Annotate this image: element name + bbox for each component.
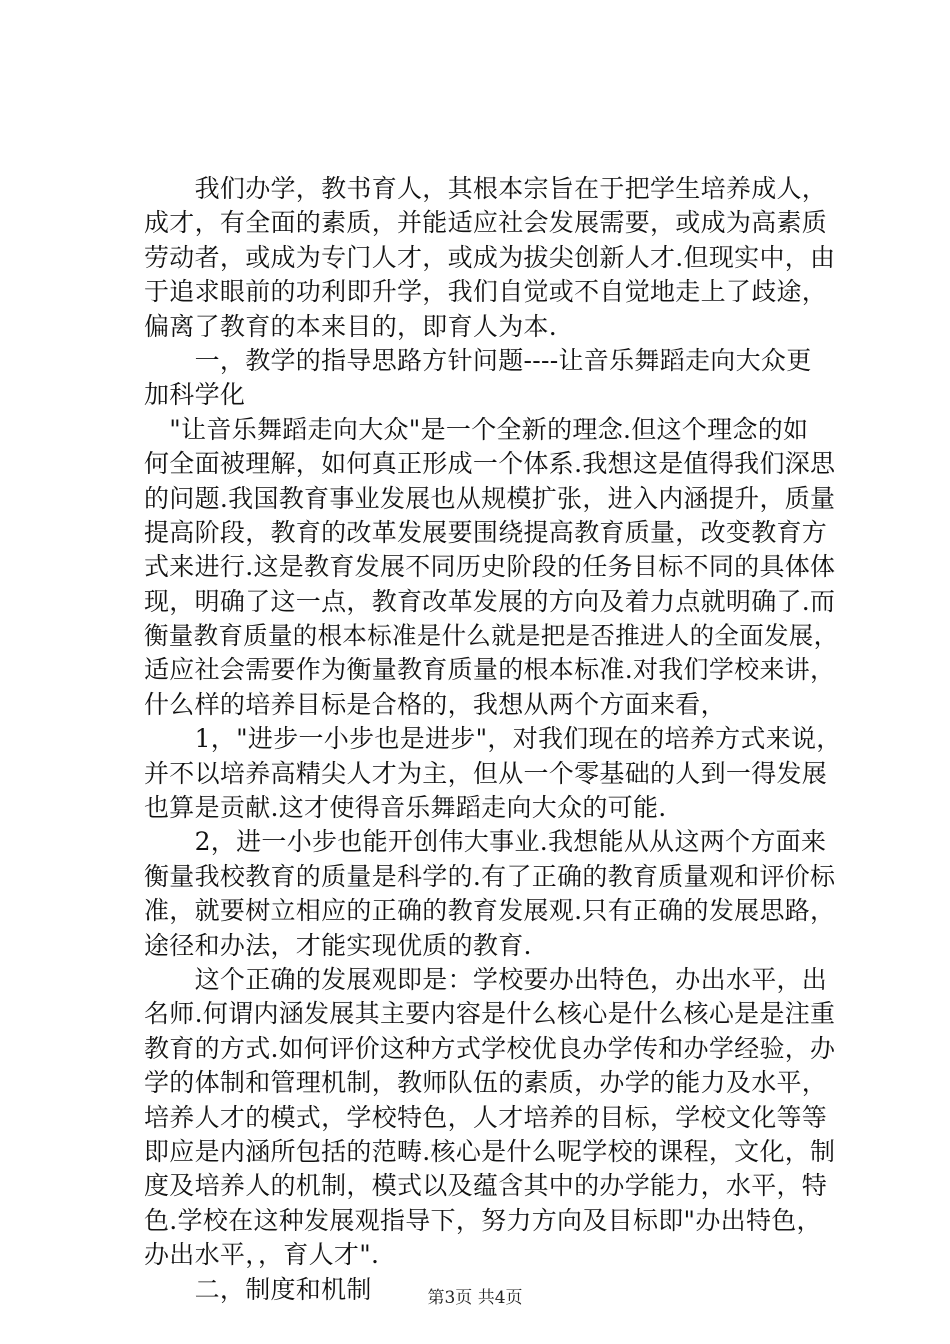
- document-body: [144, 172, 844, 1307]
- text-line: 二，制度和机制: [144, 1274, 372, 1304]
- text-line: 衡量教育质量的根本标准是什么就是把是否推进人的全面发展，: [144, 621, 839, 651]
- text-line: 于追求眼前的功利即升学，我们自觉或不自觉地走上了歧途，: [144, 277, 828, 307]
- text-line: 衡量我校教育的质量是科学的.有了正确的教育质量观和评价标: [144, 861, 836, 891]
- text-line: 偏离了教育的本来目的，即育人为本.: [144, 311, 558, 341]
- text-line: 并不以培养高精尖人才为主，但从一个零基础的人到一得发展: [144, 758, 828, 788]
- text-line: 现，明确了这一点，教育改革发展的方向及着力点就明确了.而: [144, 586, 836, 616]
- text-line: 培养人才的模式，学校特色，人才培养的目标，学校文化等等: [144, 1102, 828, 1132]
- text-line: 提高阶段，教育的改革发展要围绕提高教育质量，改变教育方: [144, 517, 828, 547]
- text-line: 的问题.我国教育事业发展也从规模扩张，进入内涵提升，质量: [144, 483, 836, 513]
- text-line: 色.学校在这种发展观指导下，努力方向及目标即"办出特色，: [144, 1205, 822, 1235]
- page-footer: [0, 1283, 950, 1308]
- text-line: 成才，有全面的素质，并能适应社会发展需要，或成为高素质: [144, 208, 828, 238]
- text-line: 名师.何谓内涵发展其主要内容是什么核心是什么核心是是注重: [144, 999, 836, 1029]
- text-line: 办出水平，，育人才".: [144, 1240, 380, 1270]
- text-line: 途径和办法，才能实现优质的教育.: [144, 930, 532, 960]
- text-line: 准，就要树立相应的正确的教育发展观.只有正确的发展思路，: [144, 896, 836, 926]
- page-number-label: 第3页 共4页: [427, 1288, 523, 1308]
- text-line: 这个正确的发展观即是：学校要办出特色，办出水平，出: [144, 964, 828, 994]
- text-line: 即应是内涵所包括的范畴.核心是什么呢学校的课程，文化，制: [144, 1136, 836, 1166]
- text-line: 1，"进步一小步也是进步"，对我们现在的培养方式来说，: [144, 724, 842, 754]
- text-line: 教育的方式.如何评价这种方式学校优良办学传和办学经验，办: [144, 1033, 836, 1063]
- text-line: 我们办学，教书育人，其根本宗旨在于把学生培养成人，: [144, 174, 828, 203]
- text-line: 2，进一小步也能开创伟大事业.我想能从从这两个方面来: [144, 827, 827, 857]
- text-line: 什么样的培养目标是合格的，我想从两个方面来看，: [144, 689, 726, 719]
- text-line: "让音乐舞蹈走向大众"是一个全新的理念.但这个理念的如: [144, 414, 809, 444]
- text-line: 劳动者，或成为专门人才，或成为拔尖创新人才.但现实中，由: [144, 242, 836, 272]
- text-line: 一，教学的指导思路方针问题----让音乐舞蹈走向大众更: [144, 345, 812, 375]
- text-line: 也算是贡献.这才使得音乐舞蹈走向大众的可能.: [144, 793, 667, 823]
- text-line: 何全面被理解，如何真正形成一个体系.我想这是值得我们深思: [144, 449, 836, 479]
- text-line: 加科学化: [144, 380, 246, 410]
- text-line: 适应社会需要作为衡量教育质量的根本标准.对我们学校来讲，: [144, 655, 836, 685]
- text-line: 式来进行.这是教育发展不同历史阶段的任务目标不同的具体体: [144, 552, 836, 582]
- text-line: 度及培养人的机制，模式以及蕴含其中的办学能力，水平，特: [144, 1171, 828, 1201]
- text-line: 学的体制和管理机制，教师队伍的素质，办学的能力及水平，: [144, 1068, 828, 1098]
